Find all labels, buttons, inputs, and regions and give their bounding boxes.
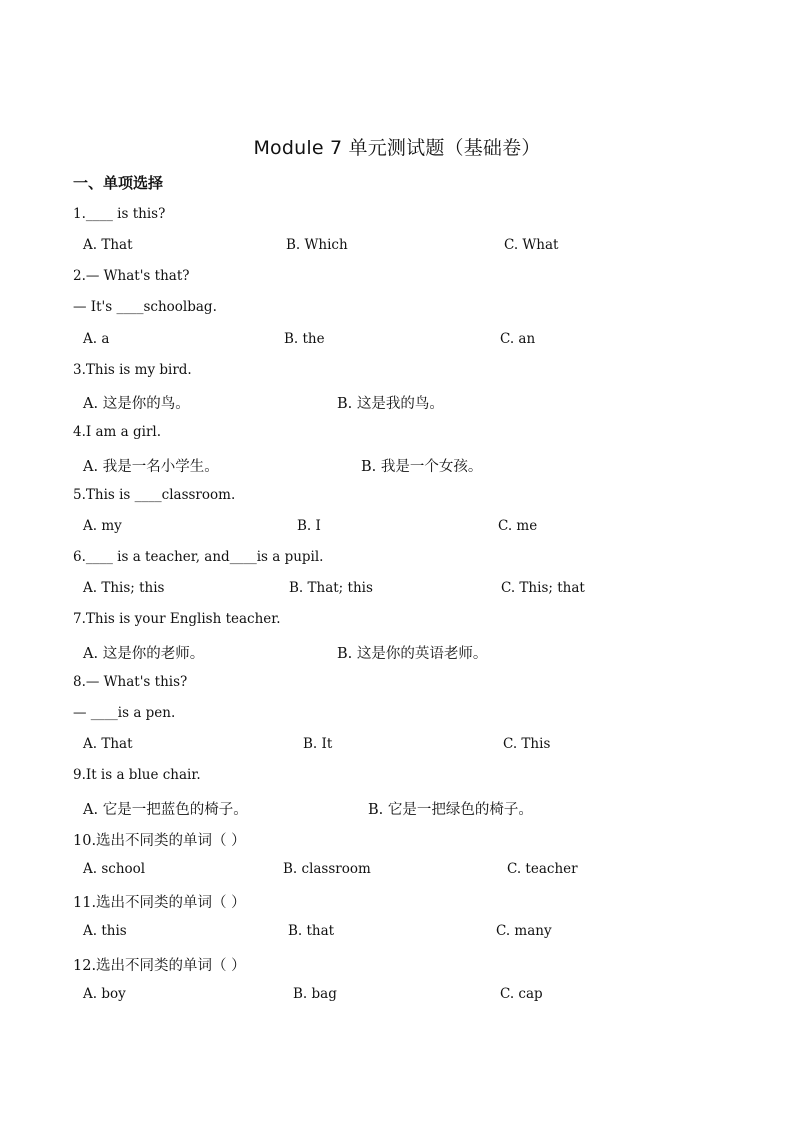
question-2-stem: 2.— What's that?: [73, 268, 190, 284]
question-7-stem: 7.This is your English teacher.: [73, 611, 281, 627]
question-9-option-a: A. 它是一把蓝色的椅子。: [83, 802, 248, 818]
question-5-stem: 5.This is ____classroom.: [73, 487, 236, 503]
question-11-option-c: C. many: [496, 923, 552, 939]
question-11-option-a: A. this: [83, 923, 127, 939]
question-4-option-a: A. 我是一名小学生。: [83, 459, 219, 475]
question-5-option-b: B. I: [297, 518, 321, 534]
question-7-option-a: A. 这是你的老师。: [83, 646, 205, 662]
question-8-option-b: B. It: [303, 736, 333, 752]
section-heading: 一、单项选择: [73, 174, 164, 192]
question-1-option-b: B. Which: [286, 237, 348, 253]
question-12-option-c: C. cap: [500, 986, 543, 1002]
question-8-response: — ____is a pen.: [73, 705, 176, 721]
question-8-option-c: C. This: [503, 736, 551, 752]
question-11-option-b: B. that: [288, 923, 335, 939]
question-2-option-a: A. a: [83, 331, 110, 347]
question-12-option-b: B. bag: [293, 986, 337, 1002]
question-9-stem: 9.It is a blue chair.: [73, 767, 201, 783]
question-11-stem: 11.选出不同类的单词（ ）: [73, 895, 246, 911]
question-1-stem: 1.____ is this?: [73, 206, 166, 222]
question-9-option-b: B. 它是一把绿色的椅子。: [368, 802, 533, 818]
question-10-option-b: B. classroom: [283, 861, 371, 877]
question-2-option-c: C. an: [500, 331, 536, 347]
question-4-option-b: B. 我是一个女孩。: [361, 459, 483, 475]
question-5-option-a: A. my: [83, 518, 122, 534]
question-12-stem: 12.选出不同类的单词（ ）: [73, 958, 246, 974]
question-12-option-a: A. boy: [83, 986, 126, 1002]
question-10-option-c: C. teacher: [507, 861, 578, 877]
question-3-option-a: A. 这是你的鸟。: [83, 396, 190, 412]
question-2-response: — It's ____schoolbag.: [73, 299, 217, 315]
page-title: Module 7 单元测试题（基础卷）: [253, 137, 541, 159]
question-3-stem: 3.This is my bird.: [73, 362, 192, 378]
question-8-option-a: A. That: [83, 736, 133, 752]
question-6-option-c: C. This; that: [501, 580, 585, 596]
question-4-stem: 4.I am a girl.: [73, 424, 162, 440]
question-1-option-c: C. What: [504, 237, 559, 253]
question-10-option-a: A. school: [83, 861, 146, 877]
question-5-option-c: C. me: [498, 518, 538, 534]
question-8-stem: 8.— What's this?: [73, 674, 188, 690]
question-6-option-b: B. That; this: [289, 580, 373, 596]
question-3-option-b: B. 这是我的鸟。: [337, 396, 444, 412]
question-10-stem: 10.选出不同类的单词（ ）: [73, 833, 246, 849]
question-1-option-a: A. That: [83, 237, 133, 253]
question-6-option-a: A. This; this: [83, 580, 165, 596]
question-6-stem: 6.____ is a teacher, and____is a pupil.: [73, 549, 324, 565]
question-7-option-b: B. 这是你的英语老师。: [337, 646, 488, 662]
question-2-option-b: B. the: [284, 331, 325, 347]
